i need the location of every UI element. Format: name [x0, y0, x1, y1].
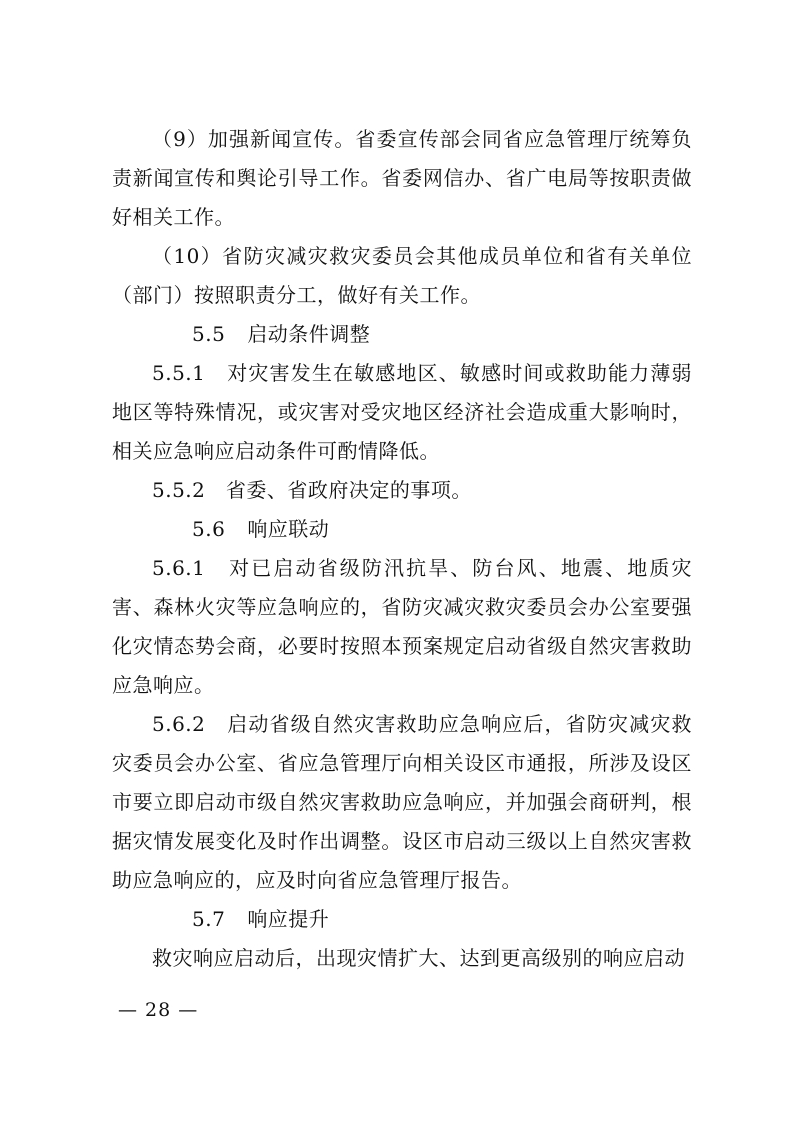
section-number: 5.7	[192, 907, 226, 931]
section-heading-5-5	[112, 315, 692, 354]
paragraph-5-7-text: 救灾响应启动后，出现灾情扩大、达到更高级别的响应启动	[152, 946, 685, 970]
paragraph-5-5-2: 5.5.2 省委、省政府决定的事项。	[152, 478, 472, 502]
paragraph-item-10: （10）省防灾减灾救灾委员会其他成员单位和省有关单位（部门）按照职责分工，做好有关工作。	[112, 244, 692, 307]
section-heading-5-7	[112, 900, 692, 939]
section-heading-5-6	[112, 510, 692, 549]
paragraph-5-6-1: 5.6.1 对已启动省级防汛抗旱、防台风、地震、地质灾害、森林火灾等应急响应的，省防灾减灾救灾委员会办公室要强化灾情态势会商，必要时按照本预案规定启动省级自然灾害救助应急响应。	[112, 556, 692, 697]
page-number: — 28 —	[118, 999, 199, 1021]
section-number: 5.5	[192, 322, 226, 346]
document-body	[112, 120, 692, 978]
paragraph-item-9: （9）加强新闻宣传。省委宣传部会同省应急管理厅统筹负责新闻宣传和舆论引导工作。省委网信办、省广电局等按职责做好相关工作。	[112, 127, 692, 229]
section-title: 响应联动	[247, 517, 330, 541]
paragraph-5-5-1: 5.5.1 对灾害发生在敏感地区、敏感时间或救助能力薄弱地区等特殊情况，或灾害对受灾地区经济社会造成重大影响时，相关应急响应启动条件可酌情降低。	[112, 361, 692, 463]
section-number: 5.6	[192, 517, 226, 541]
section-title: 启动条件调整	[247, 322, 371, 346]
section-title: 响应提升	[247, 907, 330, 931]
paragraph-5-6-2: 5.6.2 启动省级自然灾害救助应急响应后，省防灾减灾救灾委员会办公室、省应急管理厅向相关设区市通报，所涉及设区市要立即启动市级自然灾害救助应急响应，并加强会商研判，根据灾情发展变化及时作出调整。设区市启动三级以上自然灾害救助应急响应的，应及时向省应急管理厅报告。	[112, 712, 692, 892]
